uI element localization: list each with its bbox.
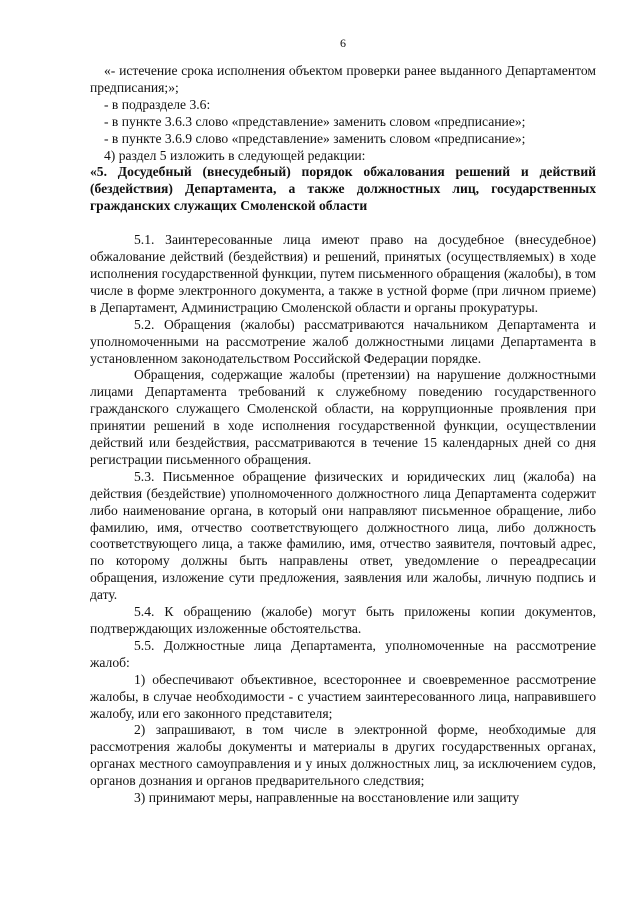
section-heading: «5. Досудебный (внесудебный) порядок обжалования решений и действий (бездействия) Департамента, а также должностных лиц, государственных гражданских служащих Смоленской области	[90, 164, 596, 214]
paragraph-5-2: 5.2. Обращения (жалобы) рассматриваются начальником Департамента и уполномоченными на рассмотрение жалоб должностными лицами Департамента в установленном законодательством Российской Федерации порядке.	[90, 316, 596, 366]
document-body	[90, 63, 596, 807]
paragraph-5-5: 5.5. Должностные лица Департамента, уполномоченные на рассмотрение жалоб:	[90, 637, 596, 670]
paragraph-5-2-complaints: Обращения, содержащие жалобы (претензии) на нарушение должностными лицами Департамента требований к служебному поведению государственного гражданского служащего Смоленской области, на коррупционные проявления при принятии решений в ходе исполнения государственной функции, осуществлении действий или бездействия, рассматриваются в течение 15 календарных дней со дня регистрации письменного обращения.	[90, 367, 596, 467]
intro-line-1: «- истечение срока исполнения объектом проверки ранее выданного Департаментом предписания;»;	[90, 63, 596, 95]
intro-line-4: - в пункте 3.6.9 слово «представление» заменить словом «предписание»;	[104, 130, 526, 146]
list-item-2: 2) запрашивают, в том числе в электронной форме, необходимые для рассмотрения жалобы документы и материалы в других государственных органах, органах местного самоуправления и у иных должностных лиц, за исключением судов, органов дознания и органов предварительного следствия;	[90, 722, 596, 789]
intro-line-5: 4) раздел 5 изложить в следующей редакции:	[104, 147, 366, 163]
paragraph-5-1: 5.1. Заинтересованные лица имеют право на досудебное (внесудебное) обжалование действий (бездействия) и решений, принятых (осуществляемых) в ходе исполнения государственной функции, путем письменного обращения (жалобы), в том числе в форме электронного документа, а также в устной форме (при личном приеме) в Департамент, Администрацию Смоленской области и органы прокуратуры.	[90, 232, 596, 315]
paragraph-5-3: 5.3. Письменное обращение физических и юридических лиц (жалоба) на действия (бездействие) уполномоченного должностного лица Департамента содержит либо наименование органа, в который они направляют письменное обращение, либо фамилию, имя, отчество соответствующего должностного лица, либо должность соответствующего лица, а также фамилию, имя, отчество заявителя, почтовый адрес, по которому должны быть направлены ответ, уведомление о переадресации обращения, изложение сути предложения, заявления или жалобы, личную подпись и дату.	[90, 468, 596, 603]
paragraph-5-4: 5.4. К обращению (жалобе) могут быть приложены копии документов, подтверждающих изложенные обстоятельства.	[90, 604, 596, 636]
intro-line-3: - в пункте 3.6.3 слово «представление» заменить словом «предписание»;	[104, 113, 526, 129]
list-item-3: 3) принимают меры, направленные на восстановление или защиту	[134, 790, 520, 806]
page-number: 6	[340, 36, 346, 50]
intro-line-2: - в подразделе 3.6:	[104, 96, 211, 112]
list-item-1: 1) обеспечивают объективное, всестороннее и своевременное рассмотрение жалобы, в случае необходимости - с участием заинтересованного лица, направившего жалобу, или его законного представителя;	[90, 671, 596, 721]
